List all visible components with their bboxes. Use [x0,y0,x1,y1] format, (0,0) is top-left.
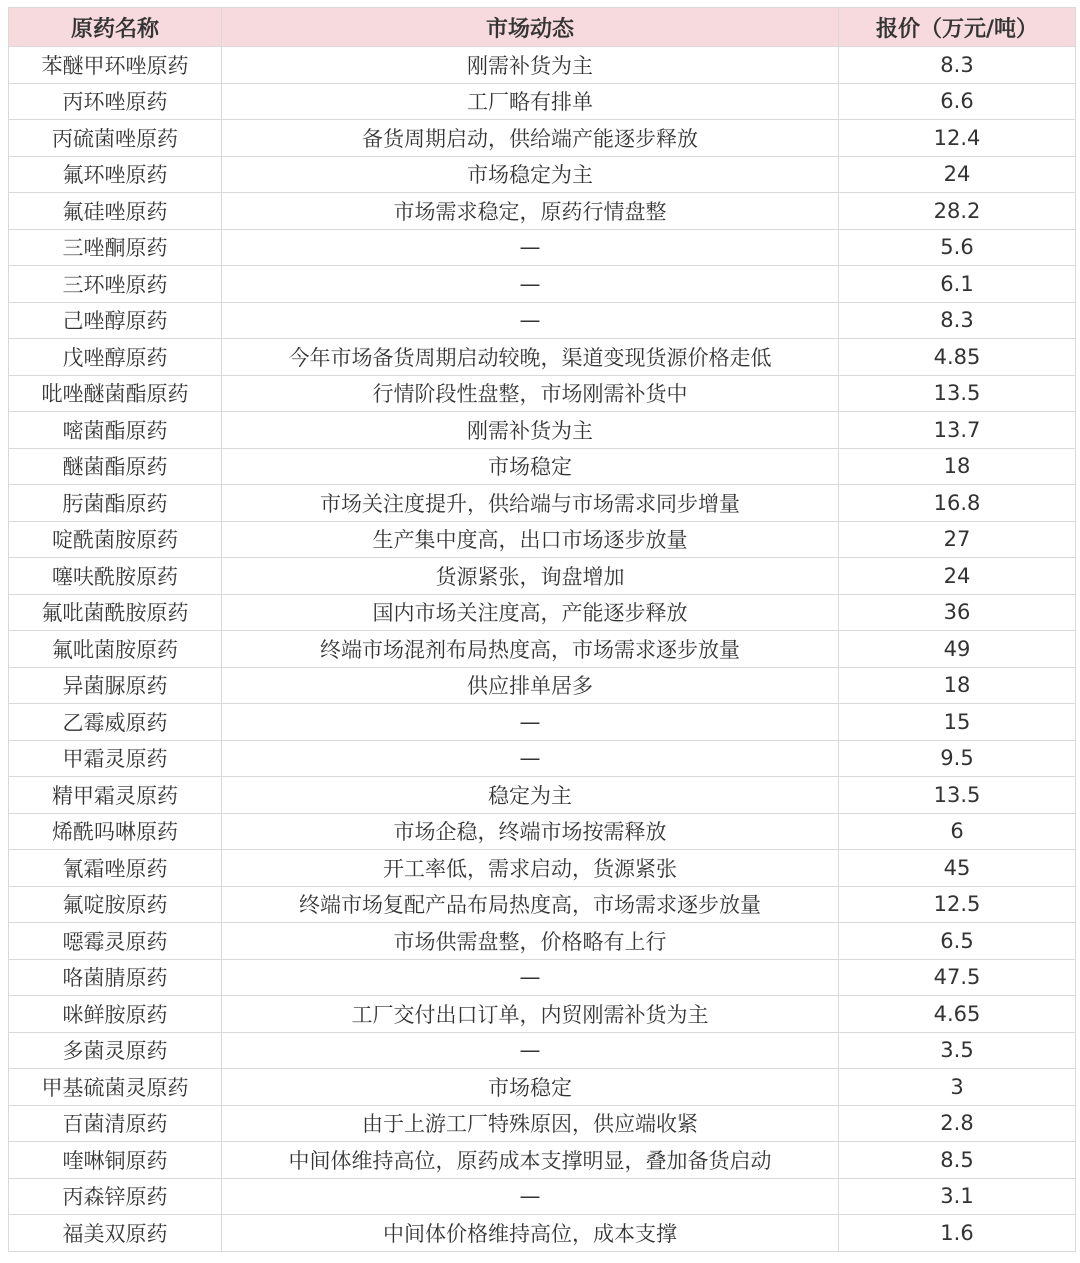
table-row [9,485,1076,522]
table-row [9,448,1076,485]
table-row [9,1105,1076,1142]
cell-name: 己唑醇原药 [9,302,222,339]
cell-price: 9.5 [839,740,1076,777]
cell-trend: 终端市场复配产品布局热度高，市场需求逐步放量 [222,886,839,923]
cell-price: 18 [839,448,1076,485]
table-row [9,886,1076,923]
cell-price: 6.6 [839,83,1076,120]
table-row [9,1142,1076,1179]
table-row [9,339,1076,376]
table-row [9,1069,1076,1106]
cell-price: 45 [839,850,1076,887]
cell-name: 福美双原药 [9,1215,222,1252]
cell-trend: 工厂交付出口订单，内贸刚需补货为主 [222,996,839,1033]
cell-price: 8.5 [839,1142,1076,1179]
column-header-trend: 市场动态 [222,8,839,47]
cell-name: 咯菌腈原药 [9,959,222,996]
column-header-price: 报价（万元/吨） [839,8,1076,47]
table-row [9,704,1076,741]
cell-name: 戊唑醇原药 [9,339,222,376]
table-row [9,266,1076,303]
cell-trend: 今年市场备货周期启动较晚，渠道变现货源价格走低 [222,339,839,376]
cell-price: 24 [839,558,1076,595]
cell-name: 喹啉铜原药 [9,1142,222,1179]
table-row [9,594,1076,631]
cell-trend: 由于上游工厂特殊原因，供应端收紧 [222,1105,839,1142]
table-row [9,813,1076,850]
table-row [9,302,1076,339]
cell-trend: 刚需补货为主 [222,47,839,84]
cell-name: 三唑酮原药 [9,229,222,266]
cell-price: 6.5 [839,923,1076,960]
table-row [9,1178,1076,1215]
cell-price: 28.2 [839,193,1076,230]
cell-name: 甲基硫菌灵原药 [9,1069,222,1106]
cell-trend: 终端市场混剂布局热度高，市场需求逐步放量 [222,631,839,668]
cell-trend: — [222,266,839,303]
table-row [9,120,1076,157]
cell-name: 噁霉灵原药 [9,923,222,960]
cell-price: 36 [839,594,1076,631]
cell-name: 异菌脲原药 [9,667,222,704]
cell-price: 16.8 [839,485,1076,522]
cell-price: 49 [839,631,1076,668]
cell-price: 4.65 [839,996,1076,1033]
cell-trend: 市场稳定 [222,1069,839,1106]
cell-name: 三环唑原药 [9,266,222,303]
table-row [9,923,1076,960]
cell-price: 24 [839,156,1076,193]
cell-trend: 市场稳定为主 [222,156,839,193]
table-row [9,229,1076,266]
table-row [9,558,1076,595]
cell-price: 3 [839,1069,1076,1106]
table-body [9,47,1076,1252]
cell-name: 嘧菌酯原药 [9,412,222,449]
cell-name: 多菌灵原药 [9,1032,222,1069]
cell-trend: 备货周期启动，供给端产能逐步释放 [222,120,839,157]
cell-price: 3.5 [839,1032,1076,1069]
cell-trend: — [222,1032,839,1069]
cell-name: 咪鲜胺原药 [9,996,222,1033]
header-row [9,8,1076,47]
cell-price: 13.5 [839,777,1076,814]
table-row [9,740,1076,777]
cell-name: 醚菌酯原药 [9,448,222,485]
cell-name: 氟环唑原药 [9,156,222,193]
cell-price: 2.8 [839,1105,1076,1142]
cell-trend: 中间体维持高位，原药成本支撑明显，叠加备货启动 [222,1142,839,1179]
cell-name: 百菌清原药 [9,1105,222,1142]
cell-price: 5.6 [839,229,1076,266]
cell-name: 甲霜灵原药 [9,740,222,777]
cell-name: 啶酰菌胺原药 [9,521,222,558]
cell-trend: 市场企稳，终端市场按需释放 [222,813,839,850]
cell-trend: 供应排单居多 [222,667,839,704]
table-row [9,1215,1076,1252]
cell-trend: 市场供需盘整，价格略有上行 [222,923,839,960]
table-row [9,959,1076,996]
cell-name: 氟吡菌胺原药 [9,631,222,668]
cell-name: 丙森锌原药 [9,1178,222,1215]
cell-price: 47.5 [839,959,1076,996]
cell-name: 烯酰吗啉原药 [9,813,222,850]
cell-price: 12.4 [839,120,1076,157]
cell-name: 噻呋酰胺原药 [9,558,222,595]
table-row [9,83,1076,120]
cell-name: 苯醚甲环唑原药 [9,47,222,84]
price-table-container [8,7,1075,1252]
table-row [9,375,1076,412]
pesticide-price-table [8,7,1076,1252]
cell-price: 3.1 [839,1178,1076,1215]
cell-name: 吡唑醚菌酯原药 [9,375,222,412]
table-row [9,193,1076,230]
cell-trend: — [222,959,839,996]
cell-trend: 中间体价格维持高位，成本支撑 [222,1215,839,1252]
cell-name: 丙硫菌唑原药 [9,120,222,157]
cell-price: 4.85 [839,339,1076,376]
cell-name: 氟吡菌酰胺原药 [9,594,222,631]
cell-trend: 行情阶段性盘整，市场刚需补货中 [222,375,839,412]
cell-trend: 货源紧张，询盘增加 [222,558,839,595]
cell-trend: 市场稳定 [222,448,839,485]
cell-price: 1.6 [839,1215,1076,1252]
cell-trend: — [222,740,839,777]
table-row [9,850,1076,887]
cell-trend: 开工率低，需求启动，货源紧张 [222,850,839,887]
cell-trend: 国内市场关注度高，产能逐步释放 [222,594,839,631]
cell-price: 6 [839,813,1076,850]
cell-price: 8.3 [839,47,1076,84]
cell-trend: 工厂略有排单 [222,83,839,120]
cell-name: 乙霉威原药 [9,704,222,741]
cell-trend: 市场需求稳定，原药行情盘整 [222,193,839,230]
cell-trend: — [222,704,839,741]
table-header [9,8,1076,47]
cell-price: 18 [839,667,1076,704]
table-row [9,631,1076,668]
cell-trend: 生产集中度高，出口市场逐步放量 [222,521,839,558]
cell-price: 15 [839,704,1076,741]
cell-name: 氟啶胺原药 [9,886,222,923]
cell-trend: 市场关注度提升，供给端与市场需求同步增量 [222,485,839,522]
table-row [9,521,1076,558]
cell-price: 12.5 [839,886,1076,923]
cell-name: 肟菌酯原药 [9,485,222,522]
cell-name: 氟硅唑原药 [9,193,222,230]
column-header-name: 原药名称 [9,8,222,47]
cell-trend: — [222,1178,839,1215]
table-row [9,47,1076,84]
cell-price: 6.1 [839,266,1076,303]
cell-price: 27 [839,521,1076,558]
table-row [9,777,1076,814]
table-row [9,996,1076,1033]
cell-trend: 刚需补货为主 [222,412,839,449]
cell-name: 精甲霜灵原药 [9,777,222,814]
cell-trend: — [222,302,839,339]
table-row [9,667,1076,704]
cell-trend: — [222,229,839,266]
cell-price: 13.5 [839,375,1076,412]
cell-price: 8.3 [839,302,1076,339]
cell-trend: 稳定为主 [222,777,839,814]
cell-price: 13.7 [839,412,1076,449]
cell-name: 氰霜唑原药 [9,850,222,887]
table-row [9,412,1076,449]
table-row [9,1032,1076,1069]
table-row [9,156,1076,193]
cell-name: 丙环唑原药 [9,83,222,120]
